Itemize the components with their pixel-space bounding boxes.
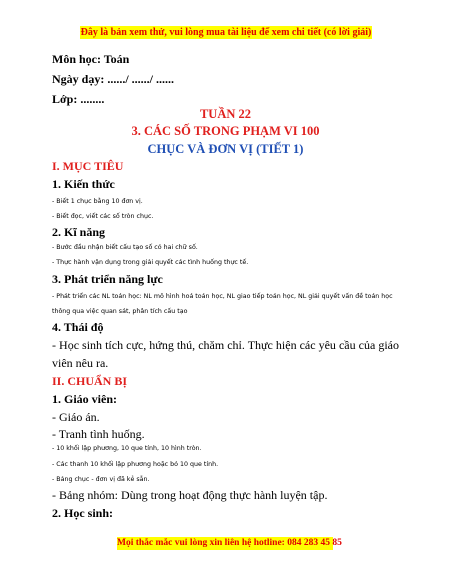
skills-heading: 2. Kĩ năng — [52, 225, 106, 239]
teacher-heading: 1. Giáo viên: — [52, 392, 117, 406]
lesson-title: CHỤC VÀ ĐƠN VỊ (TIẾT 1) — [147, 142, 304, 156]
skills-item: - Bước đầu nhận biết cấu tạo số có hai chữ số. — [52, 244, 198, 251]
unit-title: 3. CÁC SỐ TRONG PHẠM VI 100 — [131, 124, 320, 138]
skills-item: - Thực hành vận dụng trong giải quyết các tình huống thực tế. — [52, 259, 249, 266]
attitude-text: - Học sinh tích cực, hứng thú, chăm chỉ. Thực hiện các yêu cầu của giáo viên nêu ra. — [52, 338, 399, 370]
date-line: Ngày dạy: ....../ ....../ ...... — [52, 72, 175, 86]
knowledge-heading: 1. Kiến thức — [52, 177, 115, 191]
attitude-heading: 4. Thái độ — [52, 320, 104, 334]
subject-line: Môn học: Toán — [52, 52, 130, 66]
class-line: Lớp: ........ — [52, 92, 105, 106]
week-title: TUẦN 22 — [199, 107, 252, 121]
teacher-small-item: - Bảng chục - đơn vị đã kẻ sẵn. — [52, 476, 150, 483]
knowledge-item: - Biết đọc, viết các số tròn chục. — [52, 213, 154, 220]
preview-banner: Đây là bản xem thử, vui lòng mua tài liệu để xem chi tiết (có lời giải) — [80, 27, 372, 38]
group-board-item: - Bảng nhóm: Dùng trong hoạt động thực hành luyện tập. — [52, 488, 328, 502]
student-heading: 2. Học sinh: — [52, 506, 114, 520]
competence-heading: 3. Phát triển năng lực — [52, 272, 163, 286]
section-preparation-heading: II. CHUẨN BỊ — [52, 374, 128, 388]
teacher-small-item: - Các thanh 10 khối lập phương hoặc bó 10 que tính. — [52, 461, 219, 468]
hotline-footer: Mọi thắc mắc vui lòng xin liên hệ hotline: 084 283 45 85 — [117, 538, 342, 548]
competence-text: - Phát triển các NL toán học: NL mô hình hoá toán học, NL giao tiếp toán học, NL giải quyết vấn đề toán học thông qua việc quan sát, phân tích cấu tạo — [52, 293, 393, 315]
teacher-small-item: - 10 khối lập phương, 10 que tính, 10 hình tròn. — [52, 445, 202, 452]
knowledge-item: - Biết 1 chục bằng 10 đơn vị. — [52, 198, 143, 205]
teacher-item: - Giáo án. — [52, 410, 100, 424]
teacher-item: - Tranh tình huống. — [52, 427, 145, 441]
section-objectives-heading: I. MỤC TIÊU — [52, 159, 124, 173]
